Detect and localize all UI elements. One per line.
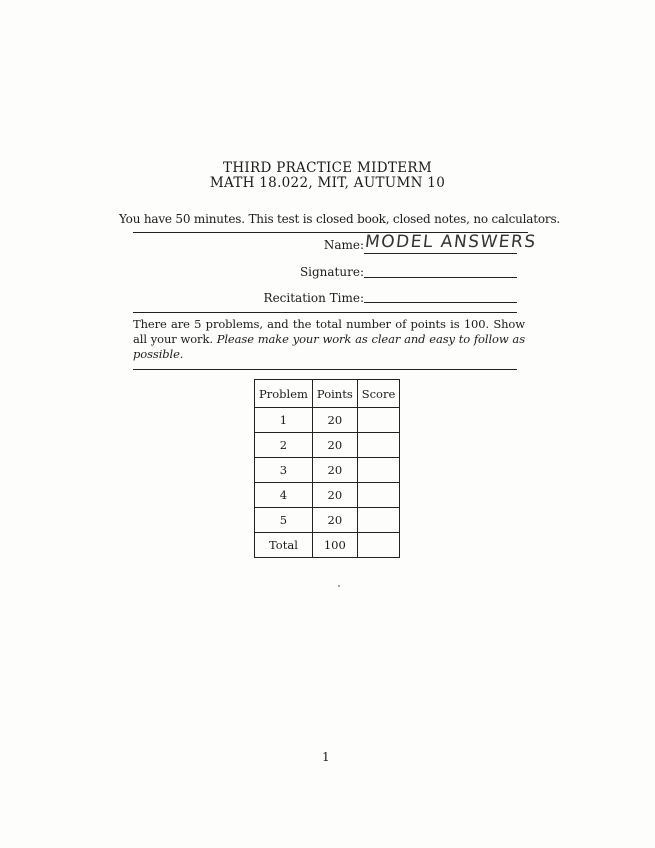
column-header: Problem [255, 380, 313, 408]
points-cell: 20 [312, 508, 357, 533]
score-cell [357, 483, 400, 508]
problem-cell: Total [255, 533, 313, 558]
score-cell [357, 458, 400, 483]
name-handwritten-value: MODEL ANSWERS [363, 232, 538, 252]
problem-cell: 2 [255, 433, 313, 458]
page-number: 1 [322, 750, 330, 764]
divider [133, 312, 517, 313]
column-header: Score [357, 380, 400, 408]
table-row [255, 433, 400, 458]
problem-cell: 4 [255, 483, 313, 508]
table-row [255, 458, 400, 483]
recitation-time-label: Recitation Time: [263, 291, 364, 305]
column-header: Points [312, 380, 357, 408]
problem-cell: 3 [255, 458, 313, 483]
score-cell [357, 533, 400, 558]
instructions-paragraph [133, 317, 525, 362]
exam-rules: You have 50 minutes. This test is closed book, closed notes, no calculators. [119, 212, 561, 226]
problem-cell: 5 [255, 508, 313, 533]
instructions-italic: Please make your work as clear and easy to follow as possible. [133, 332, 525, 361]
name-line [364, 253, 517, 254]
signature-label: Signature: [299, 265, 364, 279]
signature-line [364, 277, 517, 278]
score-cell [357, 433, 400, 458]
table-header-row [255, 380, 400, 408]
name-label: Name: [323, 238, 364, 252]
exam-title: THIRD PRACTICE MIDTERM [223, 160, 432, 176]
table-row [255, 483, 400, 508]
score-cell [357, 508, 400, 533]
score-cell [357, 408, 400, 433]
problem-cell: 1 [255, 408, 313, 433]
score-table [254, 379, 400, 558]
points-cell: 20 [312, 483, 357, 508]
points-cell: 20 [312, 458, 357, 483]
table-row [255, 533, 400, 558]
recitation-time-line [364, 302, 517, 303]
points-cell: 100 [312, 533, 357, 558]
table-row [255, 508, 400, 533]
instructions-plain: There are 5 problems, and the total number of points is 100. Show all your work. [133, 317, 525, 346]
points-cell: 20 [312, 433, 357, 458]
scan-speck [338, 585, 340, 587]
points-cell: 20 [312, 408, 357, 433]
table-row [255, 408, 400, 433]
course-subtitle: MATH 18.022, MIT, AUTUMN 10 [209, 175, 446, 191]
divider [133, 369, 517, 370]
